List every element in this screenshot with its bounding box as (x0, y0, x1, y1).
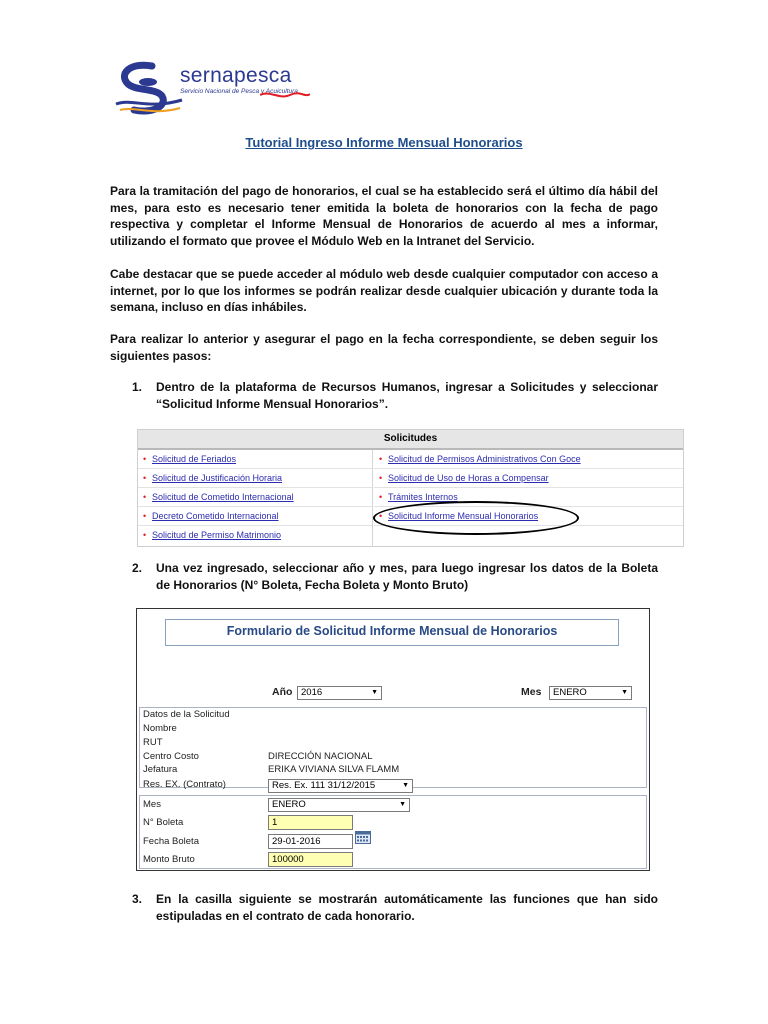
paragraph-1: Para la tramitación del pago de honorarios, el cual se ha establecido será el último día hábil del mes, para esto es necesario tener emitida la boleta de honorarios con la fecha de pago respectiva y completar el Informe Mensual de Honorarios de acuerdo al mes a informar, utilizando el formato que provee el Módulo Web en la Intranet del Servicio. (110, 184, 658, 248)
link-solicitud-matrimonio[interactable]: • Solicitud de Permiso Matrimonio (143, 530, 282, 540)
logo-wave-icon (260, 90, 310, 100)
honorarios-form (136, 608, 650, 871)
centro-costo-label: Centro Costo (143, 751, 199, 762)
year-select[interactable]: 2016 ▼ (297, 686, 382, 700)
link-tramites-internos[interactable]: • Trámites Internos (374, 488, 683, 507)
paragraph-3: Para realizar lo anterior y asegurar el pago en la fecha correspondiente, se deben seguir los siguientes pasos: (110, 332, 658, 363)
fecha-boleta-input[interactable]: 29-01-2016 (268, 834, 353, 849)
step-3 (132, 891, 658, 925)
logo-subtitle: Servicio Nacional de Pesca y Acuicultura (180, 88, 298, 95)
mes-label: Mes (143, 799, 161, 810)
calendar-icon[interactable] (355, 831, 371, 844)
chevron-down-icon: ▼ (371, 689, 378, 696)
chevron-down-icon: ▼ (621, 689, 628, 696)
monto-bruto-label: Monto Bruto (143, 854, 195, 865)
link-solicitud-permisos[interactable]: • Solicitud de Permisos Administrativos Con Goce (374, 450, 683, 469)
step-text: Dentro de la plataforma de Recursos Humanos, ingresar a Solicitudes y seleccionar “Solicitud Informe Mensual Honorarios”. (156, 380, 658, 411)
step-1 (132, 379, 658, 413)
section-label: Datos de la Solicitud (143, 709, 230, 720)
document-title: Tutorial Ingreso Informe Mensual Honorarios (245, 135, 523, 150)
link-solicitud-horas[interactable]: • Solicitud de Uso de Horas a Compensar (374, 469, 683, 488)
step-number: 3. (132, 892, 143, 906)
chevron-down-icon: ▼ (402, 782, 409, 789)
paragraph-2: Cabe destacar que se puede acceder al módulo web desde cualquier computador con acceso a internet, por lo que los informes se podrán realizar desde cualquier ubicación y durante toda la semana, incluso en días inhábiles. (110, 267, 658, 314)
res-contrato-select[interactable]: Res. Ex. 111 31/12/2015 ▼ (268, 779, 413, 793)
step-2 (132, 560, 658, 594)
jefatura-value: ERIKA VIVIANA SILVA FLAMM (268, 764, 400, 775)
year-label: Año (272, 686, 293, 698)
step-text: En la casilla siguiente se mostrarán automáticamente las funciones que han sido estipuladas en el contrato de cada honorario. (156, 892, 658, 923)
sernapesca-logo (112, 60, 312, 116)
mes-select[interactable]: ENERO ▼ (268, 798, 410, 812)
month-label: Mes (521, 686, 542, 698)
link-solicitud-cometido[interactable]: • Solicitud de Cometido Internacional (138, 488, 372, 507)
logo-name: sernapesca (180, 64, 292, 87)
link-solicitud-justificacion[interactable]: • Solicitud de Justificación Horaria (138, 469, 372, 488)
fecha-boleta-label: Fecha Boleta (143, 836, 199, 847)
column-divider (372, 450, 373, 546)
link-decreto-cometido[interactable]: • Decreto Cometido Internacional (138, 507, 372, 526)
highlight-ellipse (373, 501, 579, 535)
rut-label: RUT (143, 737, 163, 748)
res-contrato-label: Res. EX. (Contrato) (143, 779, 226, 790)
link-solicitud-informe-honorarios[interactable]: • Solicitud Informe Mensual Honorarios (374, 507, 683, 526)
step-number: 2. (132, 561, 143, 575)
monto-bruto-input[interactable]: 100000 (268, 852, 353, 867)
solicitudes-header: Solicitudes (138, 430, 683, 450)
step-text: Una vez ingresado, seleccionar año y mes, para luego ingresar los datos de la Boleta de Honorarios (N° Boleta, Fecha Boleta y Monto Bruto) (156, 561, 658, 592)
chevron-down-icon: ▼ (399, 801, 406, 808)
boleta-label: N° Boleta (143, 817, 184, 828)
fish-emblem-icon (112, 60, 184, 116)
jefatura-label: Jefatura (143, 764, 178, 775)
step-number: 1. (132, 380, 143, 394)
month-select[interactable]: ENERO ▼ (549, 686, 632, 700)
form-title: Formulario de Solicitud Informe Mensual de Honorarios (165, 619, 619, 646)
nombre-label: Nombre (143, 723, 177, 734)
centro-costo-value: DIRECCIÓN NACIONAL (268, 751, 373, 762)
link-solicitud-feriados[interactable]: • Solicitud de Feriados (138, 450, 372, 469)
boleta-input[interactable]: 1 (268, 815, 353, 830)
